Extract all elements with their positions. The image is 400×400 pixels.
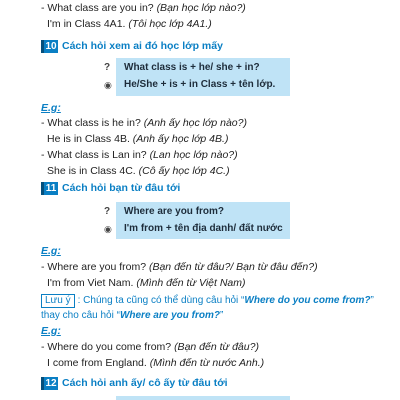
text-line xyxy=(47,277,246,290)
answer-text: I come from England. xyxy=(47,357,147,369)
text-line xyxy=(47,357,264,370)
note-text: : Chúng ta cũng có thể dùng câu hỏi “ xyxy=(77,295,245,306)
section-heading-11 xyxy=(41,180,180,196)
example-label: E.g: xyxy=(41,245,61,257)
text-line xyxy=(47,133,228,146)
question-mark-icon: ? xyxy=(104,206,111,217)
note-line xyxy=(41,294,374,308)
question-text: - What class are you in? xyxy=(41,2,154,14)
question-text: - What class is Lan in? xyxy=(41,149,147,161)
pattern-answer: He/She + is + in Class + tên lớp. xyxy=(124,79,276,90)
text-line xyxy=(41,341,259,354)
translation-text: (Cô ấy học lớp 4C.) xyxy=(138,165,230,177)
text-line xyxy=(41,149,238,162)
question-mark-icon: ? xyxy=(104,62,111,73)
text-line xyxy=(47,18,212,31)
answer-text: I'm in Class 4A1. xyxy=(47,18,126,30)
translation-text: (Mình đến từ nước Anh.) xyxy=(149,357,265,369)
translation-text: (Anh ấy học lớp nào?) xyxy=(143,117,247,129)
answer-text: She is in Class 4C. xyxy=(47,165,136,177)
section-heading-10 xyxy=(41,38,223,54)
translation-text: (Tôi học lớp 4A1.) xyxy=(128,18,212,30)
section-title: Cách hỏi bạn từ đâu tới xyxy=(62,182,181,194)
translation-text: (Bạn đến từ đâu?) xyxy=(174,341,259,353)
translation-text: (Lan học lớp nào?) xyxy=(149,149,238,161)
translation-text: (Bạn học lớp nào?) xyxy=(156,2,246,14)
translation-text: (Anh ấy học lớp 4B.) xyxy=(132,133,229,145)
translation-text: (Mình đến từ Việt Nam) xyxy=(136,277,246,289)
pattern-box xyxy=(116,58,290,96)
example-label: E.g: xyxy=(41,325,61,337)
answer-text: I'm from Viet Nam. xyxy=(47,277,134,289)
translation-text: (Bạn đến từ đâu?/ Bạn từ đâu đến?) xyxy=(148,261,318,273)
text-line xyxy=(41,2,246,15)
section-number: 10 xyxy=(41,40,58,53)
example-label: E.g: xyxy=(41,102,61,114)
pattern-box xyxy=(116,396,290,400)
speech-bubble-icon: ◉ xyxy=(104,224,112,234)
note-text: ” xyxy=(219,310,224,321)
text-line xyxy=(47,165,230,178)
section-title: Cách hỏi anh ấy/ cô ấy từ đâu tới xyxy=(62,377,228,389)
pattern-question: Where are you from? xyxy=(124,206,225,217)
note-text: ” xyxy=(370,295,374,306)
pattern-answer: I'm from + tên địa danh/ đất nước xyxy=(124,223,283,234)
pattern-box xyxy=(116,202,290,239)
text-line xyxy=(41,117,247,130)
question-text: - Where are you from? xyxy=(41,261,147,273)
pattern-question: What class is + he/ she + in? xyxy=(124,62,260,73)
speech-bubble-icon: ◉ xyxy=(104,80,112,90)
note-tag: Lưu ý xyxy=(41,294,75,308)
section-number: 11 xyxy=(41,182,58,195)
text-line xyxy=(41,261,318,274)
section-heading-12 xyxy=(41,375,228,391)
note-line xyxy=(41,309,223,322)
section-title: Cách hỏi xem ai đó học lớp mấy xyxy=(62,40,223,52)
question-text: - Where do you come from? xyxy=(41,341,172,353)
note-question: Where do you come from? xyxy=(244,295,371,306)
section-number: 12 xyxy=(41,377,58,390)
note-question: Where are you from? xyxy=(119,310,220,321)
note-text: thay cho câu hỏi “ xyxy=(41,310,120,321)
answer-text: He is in Class 4B. xyxy=(47,133,130,145)
question-text: - What class is he in? xyxy=(41,117,141,129)
